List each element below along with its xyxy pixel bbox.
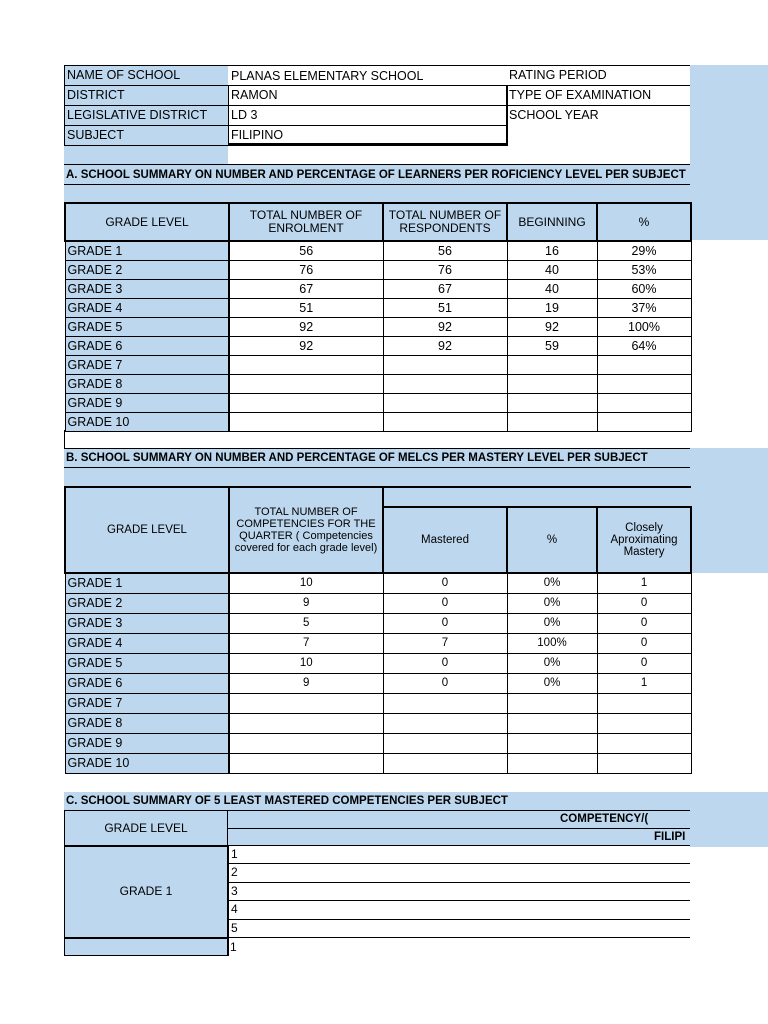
list-item	[228, 864, 690, 882]
respondents-cell: 92	[383, 336, 507, 355]
table-row	[65, 279, 691, 298]
total-competencies-cell	[229, 733, 383, 753]
closely-cell: 0	[597, 593, 691, 613]
label-rating-period: RATING PERIOD	[509, 68, 607, 82]
beginning-cell	[507, 355, 597, 374]
percent-cell: 0%	[507, 593, 597, 613]
percent-cell: 64%	[597, 336, 691, 355]
label-type-of-examination: TYPE OF EXAMINATION	[509, 88, 652, 102]
label-subject: SUBJECT	[67, 128, 124, 142]
section-a-title: A. SCHOOL SUMMARY ON NUMBER AND PERCENTAGE OF LEARNERS PER ROFICIENCY LEVEL PER SUBJECT	[66, 169, 686, 181]
percent-cell	[597, 355, 691, 374]
right-panel-b	[690, 448, 768, 573]
percent-cell: 100%	[597, 317, 691, 336]
total-competencies-cell: 9	[229, 673, 383, 693]
grade-cell: GRADE 9	[65, 733, 229, 753]
table-row	[65, 633, 691, 653]
mastered-cell	[383, 713, 507, 733]
section-c-title: C. SCHOOL SUMMARY OF 5 LEAST MASTERED COMPETENCIES PER SUBJECT	[66, 795, 508, 807]
beginning-cell	[507, 412, 597, 431]
table-row	[65, 653, 691, 673]
list-item	[228, 920, 690, 938]
competency-header: COMPETENCY/(	[560, 813, 649, 825]
grade-cell: GRADE 3	[65, 279, 229, 298]
respondents-cell	[383, 374, 507, 393]
beginning-cell: 19	[507, 298, 597, 317]
percent-cell: 53%	[597, 260, 691, 279]
table-row	[65, 573, 691, 593]
col-b-percent: %	[507, 507, 597, 573]
enrolment-cell	[229, 412, 383, 431]
col-beginning: BEGINNING	[507, 203, 597, 241]
enrolment-cell: 56	[229, 241, 383, 260]
mastered-cell: 0	[383, 593, 507, 613]
grade-cell: GRADE 6	[65, 673, 229, 693]
grade-cell: GRADE 10	[65, 753, 229, 773]
enrolment-cell: 92	[229, 336, 383, 355]
grade-cell: GRADE 8	[65, 713, 229, 733]
grade-cell: GRADE 4	[65, 298, 229, 317]
percent-cell: 0%	[507, 613, 597, 633]
section-c-next-number: 1	[230, 940, 237, 954]
mastered-cell: 0	[383, 673, 507, 693]
respondents-cell	[383, 355, 507, 374]
table-row	[65, 693, 691, 713]
respondents-cell	[383, 412, 507, 431]
col-total-respondents: TOTAL NUMBER OF RESPONDENTS	[383, 203, 507, 241]
total-competencies-cell: 10	[229, 653, 383, 673]
closely-cell	[597, 713, 691, 733]
mastered-cell: 0	[383, 613, 507, 633]
value-name-of-school: PLANAS ELEMENTARY SCHOOL	[231, 69, 424, 83]
mastered-cell	[383, 733, 507, 753]
mastered-cell: 0	[383, 653, 507, 673]
table-row	[65, 613, 691, 633]
percent-cell	[507, 693, 597, 713]
respondents-cell	[383, 393, 507, 412]
table-row	[65, 241, 691, 260]
section-b-title: B. SCHOOL SUMMARY ON NUMBER AND PERCENTAGE OF MELCS PER MASTERY LEVEL PER SUBJECT	[66, 452, 648, 464]
value-subject: FILIPINO	[231, 128, 284, 142]
beginning-cell: 59	[507, 336, 597, 355]
grade-cell: GRADE 1	[65, 241, 229, 260]
respondents-cell: 92	[383, 317, 507, 336]
beginning-cell: 40	[507, 260, 597, 279]
section-a-table	[64, 202, 692, 432]
mastered-cell: 7	[383, 633, 507, 653]
right-panel-c	[690, 792, 768, 847]
list-item	[228, 846, 690, 864]
grade-cell: GRADE 7	[65, 355, 229, 374]
competency-number: 1	[231, 847, 238, 861]
table-row	[65, 336, 691, 355]
percent-cell	[507, 733, 597, 753]
closely-cell: 0	[597, 633, 691, 653]
grade-cell: GRADE 5	[65, 317, 229, 336]
label-school-year: SCHOOL YEAR	[509, 108, 599, 122]
enrolment-cell: 76	[229, 260, 383, 279]
percent-cell	[597, 412, 691, 431]
list-item	[228, 883, 690, 901]
beginning-cell	[507, 374, 597, 393]
percent-cell	[597, 374, 691, 393]
table-row	[65, 374, 691, 393]
closely-cell: 1	[597, 673, 691, 693]
total-competencies-cell	[229, 713, 383, 733]
section-b-table	[64, 486, 692, 774]
table-row	[65, 393, 691, 412]
section-c-grade-1: GRADE 1	[119, 884, 173, 898]
grade-cell: GRADE 4	[65, 633, 229, 653]
percent-cell	[507, 713, 597, 733]
percent-cell: 60%	[597, 279, 691, 298]
table-row	[65, 317, 691, 336]
label-district: DISTRICT	[67, 88, 125, 102]
grade-cell: GRADE 3	[65, 613, 229, 633]
beginning-cell	[507, 393, 597, 412]
competency-number: 4	[231, 902, 238, 917]
enrolment-cell: 67	[229, 279, 383, 298]
grade-cell: GRADE 7	[65, 693, 229, 713]
col-b-closely-approximating: Closely Aproximating Mastery	[597, 507, 691, 573]
list-item	[228, 901, 690, 919]
grade-cell: GRADE 1	[65, 573, 229, 593]
col-b-total-competencies: TOTAL NUMBER OF COMPETENCIES FOR THE QUARTER ( Competencies covered for each grade level)	[229, 487, 383, 573]
table-row	[65, 355, 691, 374]
beginning-cell: 16	[507, 241, 597, 260]
closely-cell	[597, 693, 691, 713]
grade-cell: GRADE 10	[65, 412, 229, 431]
table-row	[65, 298, 691, 317]
competency-number: 5	[231, 920, 238, 935]
total-competencies-cell	[229, 693, 383, 713]
total-competencies-cell: 10	[229, 573, 383, 593]
value-legislative-district: LD 3	[231, 108, 258, 122]
grade-cell: GRADE 2	[65, 593, 229, 613]
percent-cell: 37%	[597, 298, 691, 317]
enrolment-cell	[229, 355, 383, 374]
col-b-grade-level: GRADE LEVEL	[65, 487, 229, 573]
closely-cell	[597, 733, 691, 753]
enrolment-cell	[229, 393, 383, 412]
grade-cell: GRADE 5	[65, 653, 229, 673]
percent-cell: 29%	[597, 241, 691, 260]
percent-cell: 0%	[507, 653, 597, 673]
closely-cell: 0	[597, 613, 691, 633]
table-row	[65, 733, 691, 753]
grade-cell: GRADE 8	[65, 374, 229, 393]
respondents-cell: 76	[383, 260, 507, 279]
col-grade-level: GRADE LEVEL	[65, 203, 229, 241]
table-row	[65, 412, 691, 431]
respondents-cell: 56	[383, 241, 507, 260]
right-panel	[690, 65, 768, 240]
table-row	[65, 260, 691, 279]
closely-cell: 1	[597, 573, 691, 593]
subject-header: FILIPI	[654, 831, 686, 843]
grade-cell: GRADE 9	[65, 393, 229, 412]
percent-cell: 0%	[507, 673, 597, 693]
grade-cell: GRADE 6	[65, 336, 229, 355]
respondents-cell: 51	[383, 298, 507, 317]
col-percent: %	[597, 203, 691, 241]
beginning-cell: 40	[507, 279, 597, 298]
total-competencies-cell: 7	[229, 633, 383, 653]
competency-number: 3	[231, 883, 238, 898]
enrolment-cell: 92	[229, 317, 383, 336]
total-competencies-cell: 5	[229, 613, 383, 633]
section-c-grade-level-label: GRADE LEVEL	[104, 821, 188, 835]
table-row	[65, 673, 691, 693]
grade-cell: GRADE 2	[65, 260, 229, 279]
total-competencies-cell: 9	[229, 593, 383, 613]
enrolment-cell	[229, 374, 383, 393]
table-row	[65, 593, 691, 613]
percent-cell	[597, 393, 691, 412]
respondents-cell: 67	[383, 279, 507, 298]
value-district: RAMON	[231, 88, 278, 102]
closely-cell: 0	[597, 653, 691, 673]
col-total-enrolment: TOTAL NUMBER OF ENROLMENT	[229, 203, 383, 241]
mastered-cell	[383, 753, 507, 773]
mastered-cell: 0	[383, 573, 507, 593]
table-row	[65, 753, 691, 773]
percent-cell: 100%	[507, 633, 597, 653]
col-b-mastered: Mastered	[383, 507, 507, 573]
closely-cell	[597, 753, 691, 773]
mastered-cell	[383, 693, 507, 713]
label-legislative-district: LEGISLATIVE DISTRICT	[67, 108, 208, 122]
table-row	[65, 713, 691, 733]
competency-number: 2	[231, 865, 238, 880]
total-competencies-cell	[229, 753, 383, 773]
label-name-of-school: NAME OF SCHOOL	[67, 68, 181, 82]
enrolment-cell: 51	[229, 298, 383, 317]
percent-cell	[507, 753, 597, 773]
beginning-cell: 92	[507, 317, 597, 336]
percent-cell: 0%	[507, 573, 597, 593]
